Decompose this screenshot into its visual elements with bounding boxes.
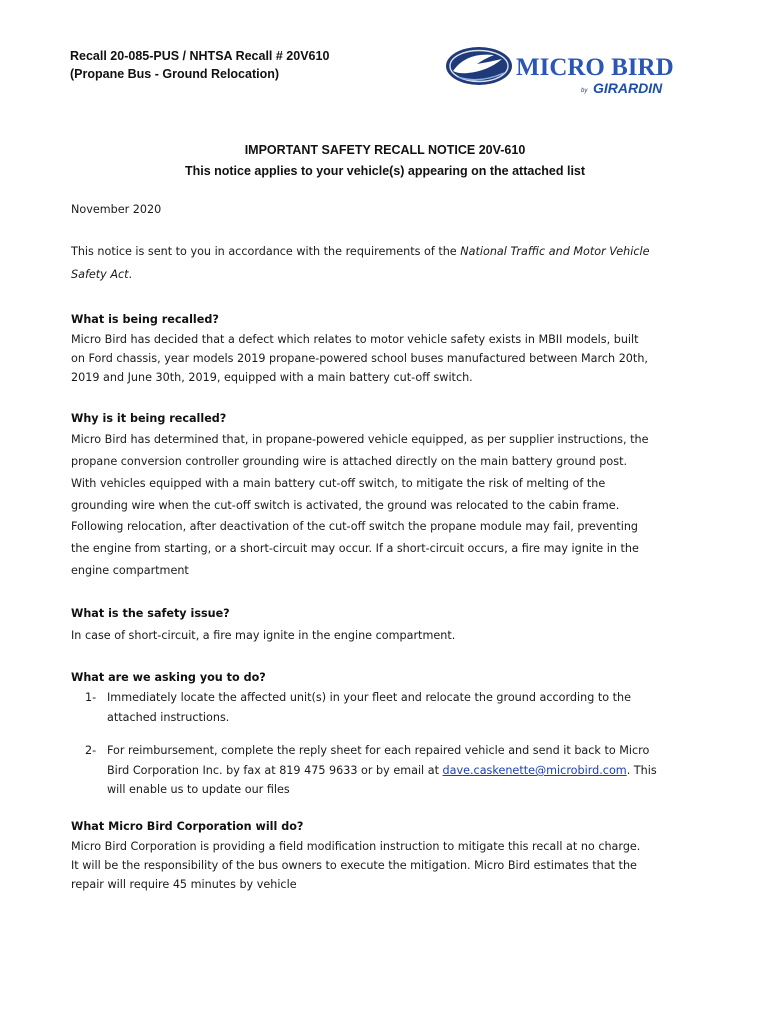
heading-will-do: What Micro Bird Corporation will do? <box>71 820 304 833</box>
intro-post: . <box>128 268 133 281</box>
why-line: With vehicles equipped with a main battery cut-off switch, to mitigate the risk of melting of the <box>71 477 606 490</box>
intro-line-2 <box>71 268 699 281</box>
why-line: engine compartment <box>71 564 189 577</box>
will-do-line: repair will require 45 minutes by vehicle <box>71 878 297 891</box>
logo-brand-text: MICRO BIRD <box>516 54 674 81</box>
intro-act-name: National Traffic and Motor Vehicle <box>460 245 650 258</box>
list-item-line: Immediately locate the affected unit(s) in your fleet and relocate the ground according to the <box>107 691 632 704</box>
why-line: Micro Bird has determined that, in propane-powered vehicle equipped, as per supplier instructions, the <box>71 433 649 446</box>
heading-asking: What are we asking you to do? <box>71 671 266 684</box>
list-item-line: will enable us to update our files <box>107 783 290 796</box>
micro-bird-logo <box>444 40 702 98</box>
list-item-line: For reimbursement, complete the reply sheet for each repaired vehicle and send it back to Micro <box>107 744 650 757</box>
email-link[interactable]: dave.caskenette@microbird.com <box>442 764 627 777</box>
will-do-line: It will be the responsibility of the bus owners to execute the mitigation. Micro Bird estimates that the <box>71 859 637 872</box>
logo-by-text: by <box>581 88 588 94</box>
reply-text: Bird Corporation Inc. by fax at 819 475 9633 or by email at <box>107 764 443 777</box>
list-item-line: attached instructions. <box>107 711 230 724</box>
why-line: grounding wire when the cut-off switch is activated, the ground was relocated to the cabin frame. <box>71 499 620 512</box>
recall-subtitle: (Propane Bus - Ground Relocation) <box>70 67 280 81</box>
safety-issue-text: In case of short-circuit, a fire may ignite in the engine compartment. <box>71 629 456 642</box>
why-line: Following relocation, after deactivation of the cut-off switch the propane module may fail, preventing <box>71 520 639 533</box>
notice-date: November 2020 <box>71 203 162 216</box>
recall-number: Recall 20-085-PUS / NHTSA Recall # 20V610 <box>70 49 330 63</box>
why-line: the engine from starting, or a short-circuit may occur. If a short-circuit occurs, a fire may ignite in the <box>71 542 639 555</box>
heading-why-recalled: Why is it being recalled? <box>71 412 227 425</box>
intro-pre: This notice is sent to you in accordance with the requirements of the <box>71 245 461 258</box>
recalled-line: 2019 and June 30th, 2019, equipped with a main battery cut-off switch. <box>71 371 473 384</box>
notice-subtitle: This notice applies to your vehicle(s) appearing on the attached list <box>184 164 586 178</box>
heading-safety-issue: What is the safety issue? <box>71 607 230 620</box>
list-item-number: 1- <box>85 691 97 704</box>
recalled-line: Micro Bird has decided that a defect which relates to motor vehicle safety exists in MBII models, built <box>71 333 639 346</box>
will-do-line: Micro Bird Corporation is providing a field modification instruction to mitigate this recall at no charge. <box>71 840 641 853</box>
recall-header <box>70 47 329 83</box>
list-item-line <box>107 764 699 777</box>
notice-title: IMPORTANT SAFETY RECALL NOTICE 20V-610 <box>244 143 526 157</box>
heading-what-recalled: What is being recalled? <box>71 313 219 326</box>
list-item-number: 2- <box>85 744 97 757</box>
intro-line-1 <box>71 245 699 258</box>
recalled-line: on Ford chassis, year models 2019 propane-powered school buses manufactured between March 20th, <box>71 352 648 365</box>
intro-act-name-2: Safety Act <box>71 268 129 281</box>
logo-girardin-text: GIRARDIN <box>593 80 663 96</box>
why-line: propane conversion controller grounding wire is attached directly on the main battery ground post. <box>71 455 628 468</box>
reply-text-end: . This <box>626 764 657 777</box>
